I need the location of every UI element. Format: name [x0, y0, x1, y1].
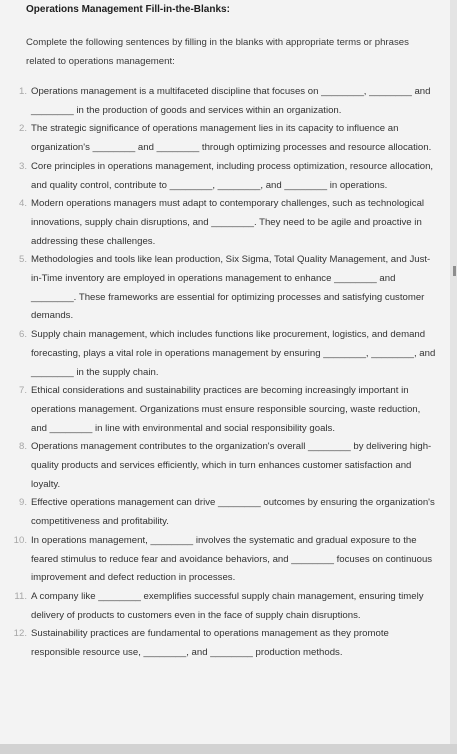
- bottom-bar: [0, 744, 457, 754]
- item-text: A company like ________ exemplifies successful supply chain management, ensuring timely delivery of products to customers even in the face of supply chain disruptions.: [31, 590, 424, 621]
- item-text: In operations management, ________ involves the systematic and gradual exposure to the feared stimulus to reduce fear and avoidance behaviors, and ________ focuses on continuous improvement and defect reduction in processes.: [31, 534, 433, 584]
- item-text: Supply chain management, which includes functions like procurement, logistics, and demand forecasting, plays a vital role in operations management by ensuring ________, ________, and ________ in the supply chain.: [31, 329, 436, 378]
- item-text: The strategic significance of operations management lies in its capacity to influence an organization's ________ and ________ through optimizing processes and resource allocation.: [31, 123, 432, 154]
- item-number: 8.: [18, 441, 27, 453]
- list-item: [0, 120, 450, 157]
- item-number: 12.: [13, 628, 27, 640]
- list-item: [0, 532, 450, 588]
- item-number: 1.: [18, 86, 27, 97]
- item-number: 11.: [14, 590, 27, 602]
- list-item: [0, 158, 450, 195]
- item-text: Modern operations managers must adapt to contemporary challenges, such as technological innovations, supply chain disruptions, and ________. They need to be agile and proactive in addressing these challenges.: [31, 198, 425, 247]
- item-number: 9.: [18, 497, 27, 509]
- item-number: 5.: [18, 254, 27, 266]
- item-number: 3.: [18, 160, 27, 172]
- list-item: [0, 195, 450, 251]
- item-text: Ethical considerations and sustainability practices are becoming increasingly important in operations management. Organizations must ensure responsible sourcing, waste reduction, and ________ in line with environmental and social responsibility goals.: [31, 385, 421, 434]
- item-number: 2.: [18, 123, 27, 135]
- item-text: Sustainability practices are fundamental to operations management as they promote responsible resource use, ________, and ________ production methods.: [31, 628, 389, 659]
- item-text: Operations management contributes to the organization's overall ________ by delivering high-quality products and services efficiently, which in turn enhances customer satisfaction and loyalty.: [31, 441, 432, 490]
- list-item: [0, 251, 450, 326]
- list-item: [0, 494, 450, 531]
- item-text: Operations management is a multifaceted discipline that focuses on ________, ________ and ________ in the production of goods and services within an organization.: [31, 86, 431, 116]
- item-text: Core principles in operations management, including process optimization, resource allocation, and quality control, contribute to ________, ________, and ________ in operations.: [31, 160, 434, 191]
- instructions-text: Complete the following sentences by filling in the blanks with appropriate terms or phrases related to operations management:: [26, 37, 409, 67]
- questions-list: [0, 83, 450, 663]
- list-item: [0, 83, 450, 120]
- list-item: [0, 588, 450, 625]
- item-text: Effective operations management can drive ________ outcomes by ensuring the organization's competitiveness and profitability.: [31, 497, 435, 528]
- list-item: [0, 438, 450, 494]
- list-item: [0, 625, 450, 662]
- list-item: [0, 382, 450, 438]
- scrollbar-track[interactable]: [450, 0, 457, 754]
- item-text: Methodologies and tools like lean production, Six Sigma, Total Quality Management, and Just-in-Time inventory are employed in operations management to enhance ________ and ________. These frameworks are essential for optimizing processes and satisfying customer demands.: [31, 254, 431, 322]
- item-number: 7.: [18, 385, 27, 397]
- item-number: 6.: [18, 329, 27, 341]
- list-item: [0, 326, 450, 382]
- scrollbar-thumb[interactable]: [453, 266, 456, 276]
- item-number: 4.: [18, 198, 27, 210]
- document-title: Operations Management Fill-in-the-Blanks:: [26, 4, 230, 15]
- item-number: 10.: [13, 534, 27, 546]
